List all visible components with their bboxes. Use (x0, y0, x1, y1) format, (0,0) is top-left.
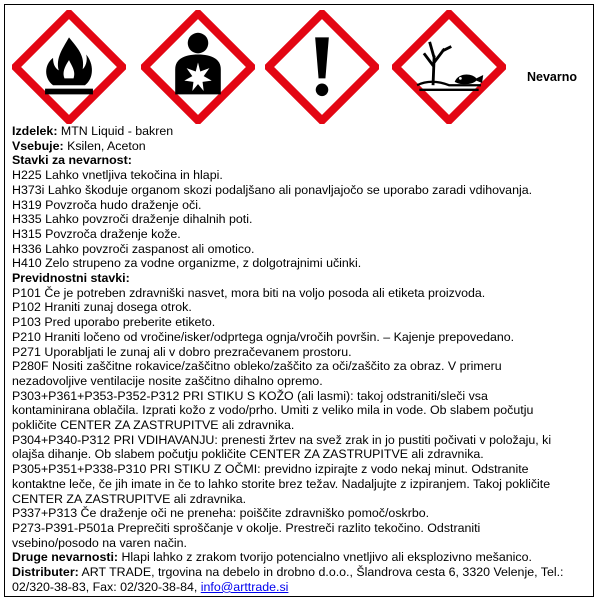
precaution-statement: P305+P351+P338-P310 PRI STIKU Z OČMI: previdno izpirajte z vodo nekaj minut. Odstranite (12, 462, 529, 477)
distributor-label: Distributer: (12, 565, 79, 580)
precaution-heading: Previdnostni stavki: (12, 271, 130, 286)
product-label: Izdelek: (12, 124, 58, 138)
precaution-statement: P271 Uporabljati le zunaj ali v dobro prezračevanem prostoru. (12, 344, 352, 359)
flame-icon (12, 10, 126, 124)
hazard-statement: H373i Lahko škoduje organom skozi podaljšano ali ponavljajočo se uporabo zaradi vdihovanja. (12, 182, 533, 197)
product-value: MTN Liquid - bakren (57, 124, 174, 138)
precaution-statement: P210 Hraniti ločeno od vročine/isker/odprtega ognja/vročih površin. – Kajenje prepovedano. (12, 329, 515, 344)
hazard-statement: H225 Lahko vnetljiva tekočina in hlapi. (12, 168, 223, 183)
distributor-line (12, 565, 588, 580)
hazard-statement: H410 Zelo strupeno za vodne organizme, z dolgotrajnimi učinki. (12, 256, 362, 271)
precaution-list (12, 286, 588, 551)
contains-value: Ksilen, Aceton (63, 138, 146, 153)
hazard-statement: H335 Lahko povzroči draženje dihalnih poti. (12, 212, 253, 227)
signal-word: Nevarno (527, 70, 578, 84)
label-text (12, 124, 588, 595)
email-link[interactable]: info@arttrade.si (200, 579, 289, 594)
hazard-statement: H319 Povzroča hudo draženje oči. (12, 197, 202, 212)
hazard-statement: H336 Lahko povzroči zaspanost ali omotico. (12, 241, 255, 256)
precaution-statement: olajša dihanje. Ob slabem počutju pokličite CENTER ZA ZASTRUPITVE ali zdravnika. (12, 447, 484, 462)
exclamation-icon (265, 10, 379, 124)
precaution-statement: P101 Če je potreben zdravniški nasvet, mora biti na voljo posoda ali etiketa proizvoda. (12, 285, 486, 300)
hazard-statement: H315 Povzroča draženje kože. (12, 226, 181, 241)
distributor-address: ART TRADE, trgovina na debelo in drobno d.o.o., Šlandrova cesta 6, 3320 Velenje, Tel.: (78, 565, 564, 580)
health-hazard-icon (141, 10, 255, 124)
precaution-statement: kontaminirana oblačila. Izprati kožo z vodo/prho. Umiti z veliko mila in vode. Ob slabem počutju (12, 403, 534, 418)
precaution-statement: P303+P361+P353-P352-P312 PRI STIKU S KOŽO (ali lasmi): takoj odstraniti/sleči vsa (12, 388, 488, 403)
precaution-statement: P273-P391-P501a Preprečiti sproščanje v okolje. Prestreči razlito tekočino. Odstraniti (12, 520, 481, 535)
precaution-statement: nezadovoljive ventilacije nosite zaščitno dihalno opremo. (12, 373, 323, 388)
hazard-heading: Stavki za nevarnost: (12, 153, 132, 168)
hazard-pictograms (8, 4, 598, 120)
contains-label: Vsebuje: (12, 138, 64, 153)
other-hazards-label: Druge nevarnosti: (12, 550, 119, 565)
product-line (12, 124, 588, 139)
precaution-statement: CENTER ZA ZASTRUPITVE ali zdravnika. (12, 491, 247, 506)
precaution-statement: P103 Pred uporabo preberite etiketo. (12, 315, 216, 330)
precaution-statement: P102 Hraniti zunaj dosega otrok. (12, 300, 192, 315)
contains-line (12, 139, 588, 154)
hazard-list (12, 168, 588, 271)
precaution-statement: P337+P313 Če draženje oči ne preneha: poiščite zdravniško pomoč/oskrbo. (12, 506, 430, 521)
precaution-statement: vsebino/posodo na varen način. (12, 535, 187, 550)
precaution-statement: kontaktne leče, če jih imate in če to lahko storite brez težav. Nadaljujte z izpiranjem. Takoj pokličite (12, 476, 551, 491)
environment-icon (392, 10, 506, 124)
precaution-statement: P304+P340-P312 PRI VDIHAVANJU: prenesti žrtev na svež zrak in jo pustiti počivati v položaju, ki (12, 432, 552, 447)
precaution-statement: P280F Nositi zaščitne rokavice/zaščitno obleko/zaščito za oči/zaščito za obraz. V primeru (12, 359, 502, 374)
distributor-phone-fax: 02/320-38-83, Fax: 02/320-38-84, (12, 579, 201, 594)
precaution-statement: pokličite CENTER ZA ZASTRUPITVE ali zdravnika. (12, 418, 295, 433)
distributor-contact-line (12, 580, 588, 595)
other-hazards-line (12, 550, 588, 565)
other-hazards-value: Hlapi lahko z zrakom tvorijo potencialno vnetljivo ali eksplozivno mešanico. (118, 550, 532, 565)
